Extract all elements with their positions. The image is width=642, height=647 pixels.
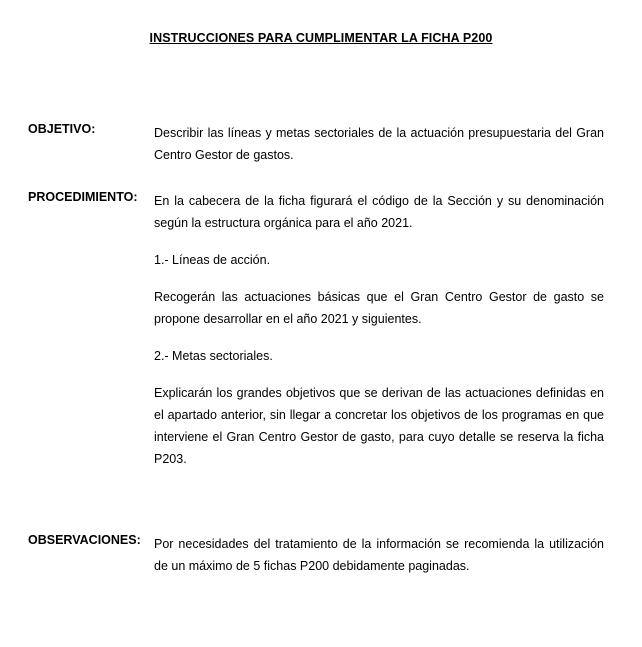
- paragraph: Describir las líneas y metas sectoriales de la actuación presupuestaria del Gran Centro Gestor de gastos.: [154, 126, 604, 162]
- paragraph: En la cabecera de la ficha figurará el código de la Sección y su denominación según la estructura orgánica para el año 2021.: [154, 194, 604, 230]
- paragraph: Recogerán las actuaciones básicas que el Gran Centro Gestor de gasto se propone desarrollar en el año 2021 y siguientes.: [154, 290, 604, 326]
- section-body: [154, 533, 604, 577]
- section-label: OBSERVACIONES:: [28, 533, 141, 547]
- section-label: OBJETIVO:: [28, 122, 96, 136]
- section-label: PROCEDIMIENTO:: [28, 190, 138, 204]
- paragraph: Explicarán los grandes objetivos que se derivan de las actuaciones definidas en el apartado anterior, sin llegar a concretar los objetivos de los programas en que interviene el Gran Centro Gestor de gasto, para cuyo detalle se reserva la ficha P203.: [154, 386, 604, 466]
- section-body: [154, 122, 604, 166]
- subheading-metas-sectoriales: 2.- Metas sectoriales.: [154, 349, 273, 363]
- document-title: INSTRUCCIONES PARA CUMPLIMENTAR LA FICHA P200: [149, 31, 493, 45]
- section-body: [154, 190, 604, 470]
- paragraph: Por necesidades del tratamiento de la información se recomienda la utilización de un máximo de 5 fichas P200 debidamente paginadas.: [154, 537, 604, 573]
- subheading-lineas-de-accion: 1.- Líneas de acción.: [154, 253, 271, 267]
